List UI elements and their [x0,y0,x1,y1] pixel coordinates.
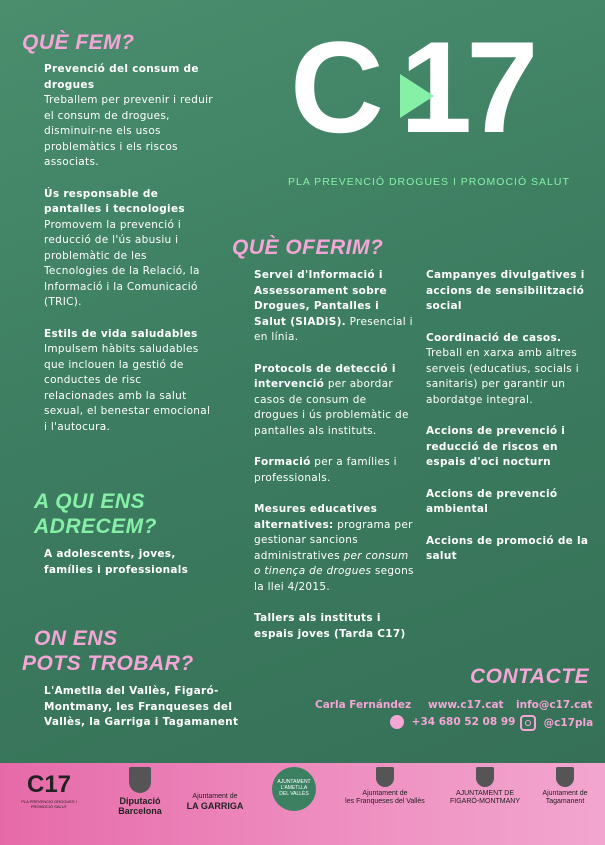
item-body: programa per gestionar sancions administratives [254,518,413,562]
instagram-icon [520,715,536,731]
que-fem-item [44,187,214,311]
que-fem-list [44,62,214,451]
on-ens-heading-line-2: POTS TROBAR? [22,652,194,675]
oferim-item [426,424,591,471]
figaro-shield-icon [476,767,494,787]
logo-c: C [290,14,378,160]
item-title: Ús responsable de pantalles i tecnologies [44,187,185,215]
oferim-item [426,534,591,565]
item-body: per abordar casos de consum de drogues i ús problemàtic de pantalles als instituts. [254,378,409,437]
c17-mark: C17 [26,771,72,798]
item-title: Accions de prevenció i reducció de riscos en espais d'oci nocturn [426,425,566,468]
oferim-col-1 [254,268,414,658]
ametlla-l3: DEL VALLÈS [279,791,309,797]
footer-ametlla-logo [270,767,318,811]
item-body: Impulsem hàbits saludables que inclouen la gestió de conductes de risc relacionades amb la salut sexual, el benestar emocional i l'autocura. [44,343,211,433]
item-italic: per consum o tinença de drogues [254,549,409,577]
item-title: Prevenció del consum de drogues [44,63,199,91]
footer-c17-logo [18,771,80,809]
item-body: Promovem la prevenció i reducció de l'ús abusiu i problemàtic de les Tecnologies de la Relació, la Informació i la Comunicació (TRIC). [44,218,200,308]
footer-franqueses-logo [340,790,430,806]
item-title: Formació [254,456,311,468]
oferim-item [254,455,414,486]
on-ens-body: L'Ametlla del Vallès, Figaró-Montmany, les Franqueses del Vallès, la Garriga i Tagamanent [44,685,239,728]
figaro-l1: AJUNTAMENT DE [455,790,515,797]
item-title: Servei d'Informació i Assessorament sobre Drogues, Pantalles i Salut (SIADiS). [254,269,387,328]
c17-sub: PLA PREVENCIÓ DROGUES I PROMOCIÓ SALUT [21,799,77,809]
logo-tagline: PLA PREVENCIÓ DROGUES I PROMOCIÓ SALUT [288,176,570,188]
item-title: Mesures educatives alternatives: [254,503,378,531]
oferim-col-2 [426,268,591,581]
item-body: Treball en xarxa amb altres serveis (educatius, socials i sanitaris) per garantir un abordatge integral. [426,347,579,406]
item-title: Protocols de detecció i intervenció [254,362,396,390]
ametlla-l2: L'AMETLLA [280,785,308,791]
logo-17: 17 [399,14,533,160]
oferim-item [426,331,591,409]
que-fem-item [44,327,214,436]
franqueses-l2: les Franqueses del Vallès [345,798,425,805]
oferim-item [254,268,414,346]
a-qui-heading-line-1: A QUI ENS [34,490,146,513]
tagamanent-shield-icon [556,767,574,787]
a-qui-heading-line-2: ADRECEM? [34,515,157,538]
oferim-item [426,268,591,315]
contact-phone[interactable] [390,715,515,729]
instagram-handle: @c17pla [543,717,594,729]
contact-name: Carla Fernández [315,699,412,711]
play-triangle-icon [400,74,434,118]
item-title: Campanyes divulgatives i accions de sensibilització social [426,269,585,312]
figaro-l2: FIGARÓ-MONTMANY [450,798,520,805]
item-tail: segons la llei 4/2015. [254,565,414,593]
garriga-l2: LA GARRIGA [186,801,244,811]
tagamanent-l2: Tagamanent [545,798,585,805]
footer-logos [0,763,605,845]
oferim-item [254,502,414,595]
oferim-item [426,487,591,518]
item-body: Treballem per prevenir i reduir el consum de drogues, disminuir-ne els usos problemàtics i els riscos associats. [44,94,213,168]
contacte-heading: CONTACTE [470,665,590,688]
footer-tagamanent-logo [535,790,595,806]
item-title: Tallers als instituts i espais joves (Tarda C17) [254,612,406,640]
item-title: Accions de prevenció ambiental [426,487,558,515]
on-ens-heading [22,626,194,676]
footer-diputacio-logo [110,767,170,816]
item-body: Presencial i en línia. [254,315,413,343]
contact-web-link[interactable]: www.c17.cat [428,699,504,711]
phone-number: +34 680 52 08 99 [411,716,516,728]
item-title: Estils de vida saludables [44,327,198,340]
oferim-item [254,611,414,642]
contact-email-link[interactable]: info@c17.cat [516,699,593,711]
contact-instagram[interactable] [520,715,593,731]
whatsapp-icon [390,715,404,729]
que-oferim-heading: QUÈ OFERIM? [232,236,384,259]
garriga-l1: Ajuntament de [192,793,238,800]
item-title: Accions de promoció de la salut [426,534,589,562]
diputacio-l2: Barcelona [118,806,162,816]
item-title: Coordinació de casos. [426,331,562,344]
franqueses-shield-icon [376,767,394,787]
diputacio-shield-icon [129,767,151,793]
item-body: per a famílies i professionals. [254,456,397,484]
footer-garriga-logo [180,793,250,811]
diputacio-l1: Diputació [119,796,161,806]
que-fem-heading: QUÈ FEM? [22,31,135,54]
a-qui-heading [34,489,157,539]
que-fem-item [44,62,214,171]
on-ens-heading-line-1: ON ENS [34,627,118,650]
ametlla-l1: AJUNTAMENT [277,779,311,785]
footer-figaro-logo [450,790,520,806]
franqueses-l1: Ajuntament de [362,790,408,797]
tagamanent-l1: Ajuntament de [542,790,588,797]
oferim-item [254,362,414,440]
a-qui-body: A adolescents, joves, famílies i professionals [44,548,189,576]
